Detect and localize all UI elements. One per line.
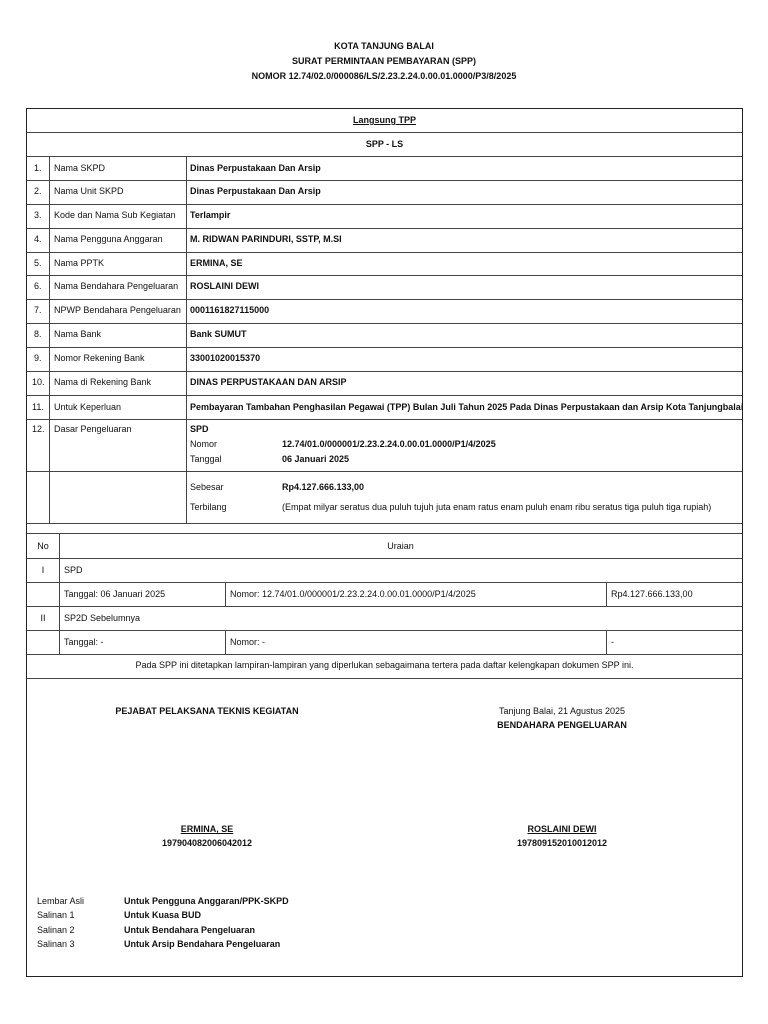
column-divider bbox=[606, 630, 607, 654]
divider bbox=[27, 299, 742, 300]
column-divider bbox=[225, 582, 226, 606]
row-number: 1. bbox=[34, 163, 42, 173]
sp2d-nomor: Nomor: - bbox=[230, 637, 266, 647]
dasar-nomor-value: 12.74/01.0/000001/2.23.2.24.0.00.01.0000/P1/4/2025 bbox=[282, 439, 496, 449]
row-value-keperluan: Pembayaran Tambahan Penghasilan Pegawai (TPP) Bulan Juli Tahun 2025 Pada Dinas Perpustakaan dan Arsip Kota Tanjungbalai bbox=[190, 402, 744, 412]
divider bbox=[27, 347, 742, 348]
document-title: SURAT PERMINTAAN PEMBAYARAN (SPP) bbox=[291, 56, 477, 66]
row-value-nama-rekening: DINAS PERPUSTAKAAN DAN ARSIP bbox=[190, 377, 347, 387]
row-number: 2. bbox=[34, 186, 42, 196]
right-signatory-place-date: Tanjung Balai, 21 Agustus 2025 bbox=[498, 706, 626, 716]
row-label: Nomor Rekening Bank bbox=[54, 353, 145, 363]
row-value-pptk: ERMINA, SE bbox=[190, 258, 243, 268]
distribution-label: Salinan 1 bbox=[37, 910, 75, 920]
spd-nomor: Nomor: 12.74/01.0/000001/2.23.2.24.0.00.01.0000/P1/4/2025 bbox=[230, 589, 476, 599]
distribution-label: Salinan 3 bbox=[37, 939, 75, 949]
divider bbox=[27, 471, 742, 472]
row-number: 11. bbox=[32, 402, 44, 412]
divider bbox=[27, 419, 742, 420]
row-label: Untuk Keperluan bbox=[54, 402, 122, 412]
divider bbox=[27, 132, 742, 133]
divider bbox=[27, 606, 742, 607]
row-label: Kode dan Nama Sub Kegiatan bbox=[54, 210, 176, 220]
divider bbox=[27, 630, 742, 631]
dasar-nomor-label: Nomor bbox=[190, 439, 218, 449]
row-value-rekening: 33001020015370 bbox=[190, 353, 261, 363]
row-number: 6. bbox=[34, 281, 42, 291]
lampiran-note: Pada SPP ini ditetapkan lampiran-lampiran yang diperlukan sebagaimana tertera pada daftar kelengkapan dokumen SPP ini. bbox=[135, 660, 634, 670]
distribution-label: Lembar Asli bbox=[37, 896, 85, 906]
dasar-sebesar-label: Sebesar bbox=[190, 482, 224, 492]
dasar-tanggal-value: 06 Januari 2025 bbox=[282, 454, 350, 464]
sp2d-tanggal: Tanggal: - bbox=[64, 637, 104, 647]
row-label: Nama Bendahara Pengeluaran bbox=[54, 281, 179, 291]
distribution-value: Untuk Arsip Bendahara Pengeluaran bbox=[124, 939, 281, 949]
spd-amount: Rp4.127.666.133,00 bbox=[611, 589, 693, 599]
row-value-bendahara: ROSLAINI DEWI bbox=[190, 281, 259, 291]
row-label: Nama Unit SKPD bbox=[54, 186, 124, 196]
column-divider bbox=[186, 156, 187, 523]
right-signatory-title: BENDAHARA PENGELUARAN bbox=[497, 720, 627, 730]
divider bbox=[27, 582, 742, 583]
row-number: 4. bbox=[34, 234, 42, 244]
row-value-pengguna-anggaran: M. RIDWAN PARINDURI, SSTP, M.SI bbox=[190, 234, 342, 244]
divider bbox=[27, 533, 742, 534]
sp2d-number: II bbox=[40, 613, 46, 623]
row-number: 8. bbox=[34, 329, 42, 339]
dasar-tanggal-label: Tanggal bbox=[190, 454, 222, 464]
spp-form-frame bbox=[26, 108, 743, 977]
divider bbox=[27, 678, 742, 679]
column-divider bbox=[225, 630, 226, 654]
divider bbox=[27, 371, 742, 372]
distribution-value: Untuk Pengguna Anggaran/PPK-SKPD bbox=[124, 896, 289, 906]
divider bbox=[27, 523, 742, 524]
form-subtype-label: SPP - LS bbox=[365, 139, 404, 149]
divider bbox=[27, 654, 742, 655]
divider bbox=[27, 180, 742, 181]
column-divider bbox=[606, 582, 607, 606]
distribution-value: Untuk Bendahara Pengeluaran bbox=[124, 925, 256, 935]
divider bbox=[27, 395, 742, 396]
row-label: Nama di Rekening Bank bbox=[54, 377, 152, 387]
column-divider bbox=[49, 156, 50, 523]
document-city-title: KOTA TANJUNG BALAI bbox=[334, 41, 434, 51]
row-number: 7. bbox=[34, 305, 42, 315]
spd-number: I bbox=[41, 565, 45, 575]
divider bbox=[27, 323, 742, 324]
dasar-terbilang-label: Terbilang bbox=[190, 502, 227, 512]
divider bbox=[27, 558, 742, 559]
document-number: NOMOR 12.74/02.0/000086/LS/2.23.2.24.0.00.01.0000/P3/8/2025 bbox=[251, 71, 517, 81]
right-signatory-name: ROSLAINI DEWI bbox=[527, 824, 597, 834]
spd-tanggal: Tanggal: 06 Januari 2025 bbox=[64, 589, 166, 599]
row-number: 10. bbox=[32, 377, 45, 387]
column-header-uraian: Uraian bbox=[387, 541, 414, 551]
row-value-npwp: 0001161827115000 bbox=[190, 305, 270, 315]
dasar-sebesar-value: Rp4.127.666.133,00 bbox=[282, 482, 365, 492]
row-number: 5. bbox=[34, 258, 42, 268]
dasar-terbilang-value: (Empat milyar seratus dua puluh tujuh juta enam ratus enam puluh enam ribu seratus tiga puluh tiga rupiah) bbox=[282, 502, 712, 512]
left-signatory-nip: 197904082006042012 bbox=[161, 838, 253, 848]
divider bbox=[27, 252, 742, 253]
row-label: Nama PPTK bbox=[54, 258, 105, 268]
sp2d-title: SP2D Sebelumnya bbox=[64, 613, 141, 623]
column-header-no: No bbox=[37, 541, 49, 551]
divider bbox=[27, 275, 742, 276]
dasar-head: SPD bbox=[190, 424, 209, 434]
row-label: NPWP Bendahara Pengeluaran bbox=[54, 305, 181, 315]
form-type-label: Langsung TPP bbox=[353, 115, 416, 125]
row-value-bank: Bank SUMUT bbox=[190, 329, 247, 339]
distribution-label: Salinan 2 bbox=[37, 925, 75, 935]
spd-title: SPD bbox=[64, 565, 83, 575]
row-value-nama-unit-skpd: Dinas Perpustakaan Dan Arsip bbox=[190, 186, 321, 196]
divider bbox=[27, 156, 742, 157]
row-label: Nama Pengguna Anggaran bbox=[54, 234, 163, 244]
row-label: Nama Bank bbox=[54, 329, 102, 339]
sp2d-amount: - bbox=[611, 637, 614, 647]
row-value-sub-kegiatan: Terlampir bbox=[190, 210, 231, 220]
right-signatory-nip: 197809152010012012 bbox=[516, 838, 608, 848]
row-label: Nama SKPD bbox=[54, 163, 106, 173]
row-label: Dasar Pengeluaran bbox=[54, 424, 132, 434]
row-value-nama-skpd: Dinas Perpustakaan Dan Arsip bbox=[190, 163, 321, 173]
left-signatory-title: PEJABAT PELAKSANA TEKNIS KEGIATAN bbox=[115, 706, 299, 716]
row-number: 12. bbox=[32, 424, 45, 434]
divider bbox=[27, 204, 742, 205]
row-number: 3. bbox=[34, 210, 42, 220]
left-signatory-name: ERMINA, SE bbox=[180, 824, 234, 834]
distribution-value: Untuk Kuasa BUD bbox=[124, 910, 202, 920]
row-number: 9. bbox=[34, 353, 42, 363]
divider bbox=[27, 228, 742, 229]
